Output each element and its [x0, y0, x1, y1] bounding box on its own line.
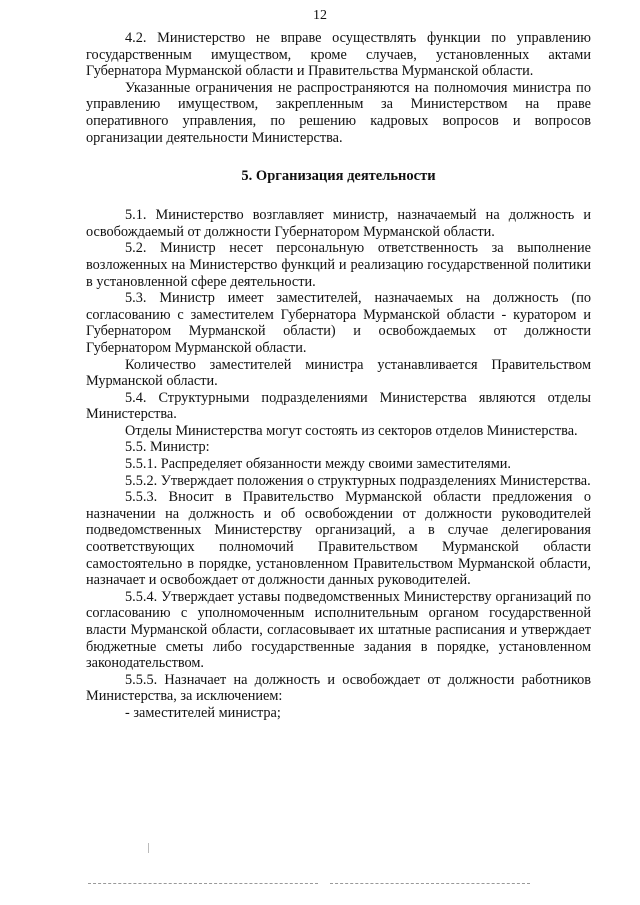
page-number: 12	[313, 8, 327, 23]
paragraph-restrictions: Указанные ограничения не распространяются на полномочия министра по управлению имуществом, закрепленным за Министерством на праве оперативного управления, по решению кадровых вопросов и вопросов организации деятельности Министерства.	[86, 79, 591, 146]
paragraph-5-5-3: 5.5.3. Вносит в Правительство Мурманской области предложения о назначении на должность и об освобождении от должности руководителей подведомственных Министерству организаций, а в случае делегирования соответствующих полномочий Правительством Мурманской области самостоятельно в порядке, установленном Правительством Мурманской области, назначает и освобождает от должности данных руководителей.	[86, 489, 591, 589]
section-title: 5. Организация деятельности	[241, 168, 436, 185]
paragraph-5-5-4: 5.5.4. Утверждает уставы подведомственных Министерству организаций по согласованию с уполномоченным исполнительным органом государственной власти Мурманской области, согласовывает их штатные расписания и утверждает бюджетные сметы либо государственные задания в порядке, установленном законодательством.	[86, 588, 591, 672]
paragraph-5-5-1: 5.5.1. Распределяет обязанности между своими заместителями.	[125, 456, 512, 473]
list-item-deputies: - заместителей министра;	[125, 704, 281, 721]
paragraph-4-2: 4.2. Министерство не вправе осуществлять функции по управлению государственным имуществом, кроме случаев, установленных актами Губернатора Мурманской области и Правительства Мурманской области.	[86, 30, 591, 80]
paragraph-5-1: 5.1. Министерство возглавляет министр, назначаемый на должность и освобождаемый от должности Губернатором Мурманской области.	[86, 207, 591, 240]
paragraph-5-5: 5.5. Министр:	[125, 439, 210, 456]
footer-rule	[330, 883, 530, 884]
footer-rule	[88, 883, 318, 884]
scan-mark	[148, 843, 149, 853]
paragraph-5-2: 5.2. Министр несет персональную ответственность за выполнение возложенных на Министерство функций и реализацию государственной политики в установленной сфере деятельности.	[86, 240, 591, 290]
paragraph-5-5-5: 5.5.5. Назначает на должность и освобождает от должности работников Министерства, за исключением:	[86, 671, 591, 705]
paragraph-departments: Отделы Министерства могут состоять из секторов отделов Министерства.	[125, 422, 578, 439]
paragraph-5-3: 5.3. Министр имеет заместителей, назначаемых на должность (по согласованию с заместителем Губернатора Мурманской области - куратором и Губернатором Мурманской области) и освобождаемых от должности Губернатором Мурманской области.	[86, 290, 591, 356]
paragraph-deputies-count: Количество заместителей министра устанавливается Правительством Мурманской области.	[86, 356, 591, 390]
paragraph-5-4: 5.4. Структурными подразделениями Министерства являются отделы Министерства.	[86, 389, 591, 423]
paragraph-5-5-2: 5.5.2. Утверждает положения о структурных подразделениях Министерства.	[125, 472, 591, 489]
document-body	[86, 30, 591, 722]
